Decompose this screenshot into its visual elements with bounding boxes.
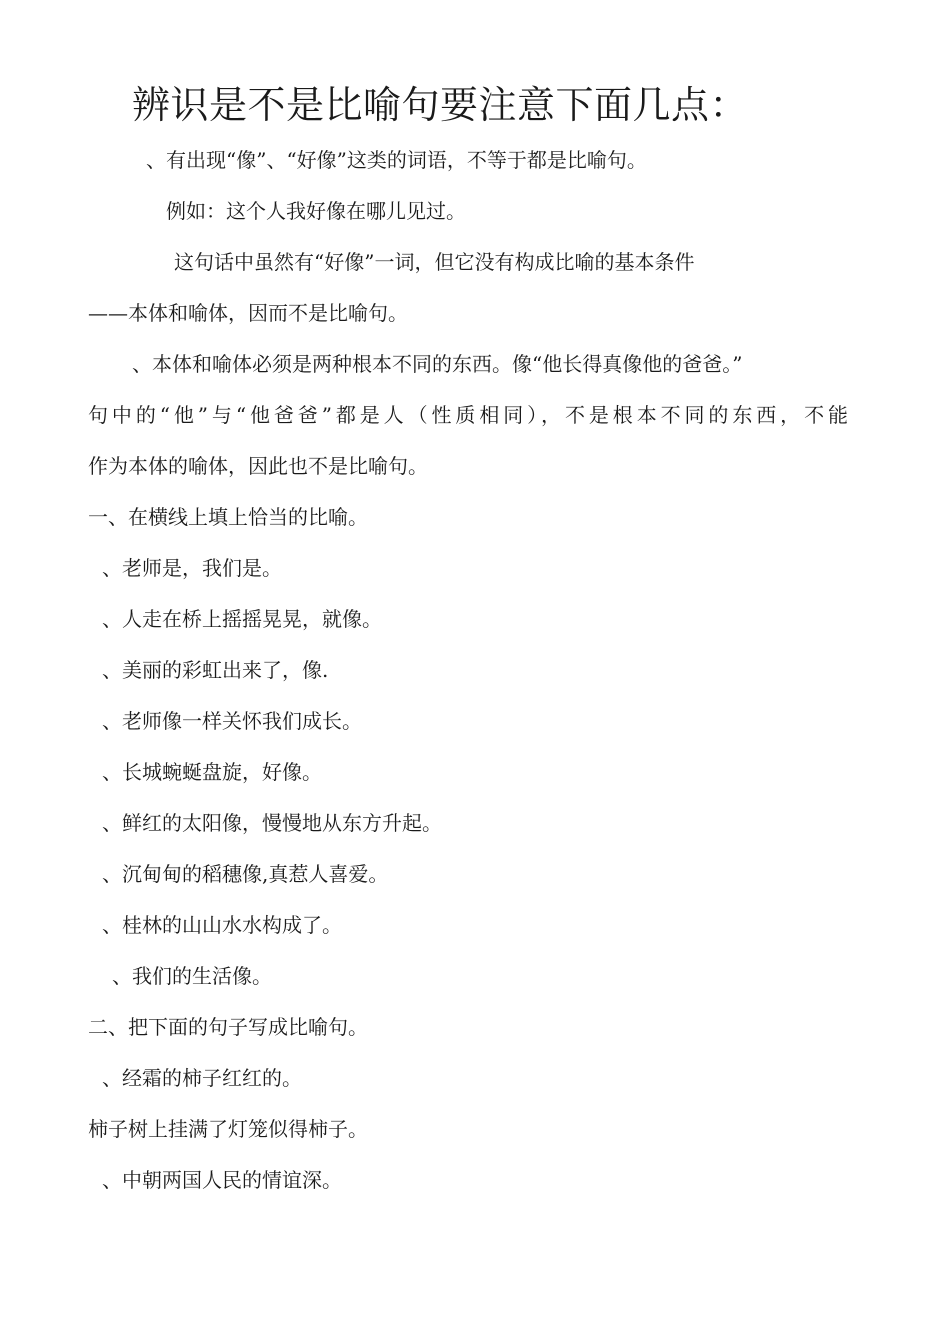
section-1-heading: 一、在横线上填上恰当的比喻。: [88, 505, 368, 529]
exercise-item: 、经霜的柿子红红的。: [102, 1066, 302, 1090]
exercise-item: 、中朝两国人民的情谊深。: [102, 1168, 342, 1192]
exercise-item: 、长城蜿蜒盘旋，好像。: [102, 760, 322, 784]
exercise-item: 、沉甸甸的稻穗像,真惹人喜爱。: [102, 862, 389, 886]
page-title: 辨识是不是比喻句要注意下面几点：: [132, 83, 749, 127]
exercise-item: 、老师像一样关怀我们成长。: [102, 709, 362, 733]
note-point-2-line-2: 句中的“他”与“他爸爸”都是人（性质相同），不是根本不同的东西，不能: [88, 403, 848, 427]
note-explanation-line-1: 这句话中虽然有“好像”一词，但它没有构成比喻的基本条件: [174, 250, 695, 274]
example-answer: 柿子树上挂满了灯笼似得柿子。: [88, 1117, 368, 1141]
note-point-2-line-1: 、本体和喻体必须是两种根本不同的东西。像“他长得真像他的爸爸。”: [132, 352, 743, 376]
exercise-item: 、鲜红的太阳像，慢慢地从东方升起。: [102, 811, 442, 835]
note-point-1: 、有出现“像”、“好像”这类的词语，不等于都是比喻句。: [146, 148, 647, 172]
note-example: 例如：这个人我好像在哪儿见过。: [166, 199, 466, 223]
exercise-item: 、人走在桥上摇摇晃晃，就像。: [102, 607, 382, 631]
note-point-2-line-3: 作为本体的喻体，因此也不是比喻句。: [88, 454, 428, 478]
note-explanation-line-2: ——本体和喻体，因而不是比喻句。: [88, 301, 408, 325]
section-2-heading: 二、把下面的句子写成比喻句。: [88, 1015, 368, 1039]
exercise-item: 、老师是，我们是。: [102, 556, 282, 580]
exercise-item: 、桂林的山山水水构成了。: [102, 913, 342, 937]
exercise-item: 、美丽的彩虹出来了，像.: [102, 658, 329, 682]
exercise-item: 、我们的生活像。: [112, 964, 272, 988]
